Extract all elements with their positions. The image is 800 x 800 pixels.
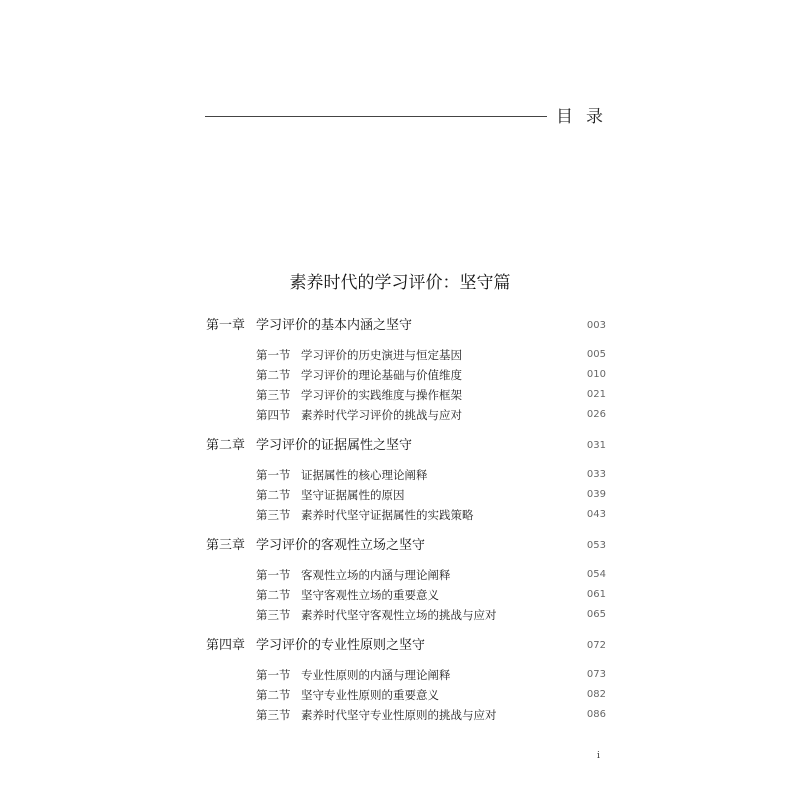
section-page-number: 061 <box>586 589 606 600</box>
section-title: 学习评价的历史演进与恒定基因 <box>301 348 462 362</box>
toc-chapter <box>206 313 606 425</box>
section-page-number: 021 <box>586 389 606 400</box>
chapter-entry[interactable] <box>206 633 606 659</box>
section-number: 第三节 <box>256 508 291 522</box>
header-rule <box>205 116 547 117</box>
section-entry[interactable] <box>206 665 606 685</box>
section-number: 第一节 <box>256 668 291 682</box>
section-number: 第二节 <box>256 488 291 502</box>
chapter-page-number: 072 <box>586 640 606 651</box>
section-page-number: 039 <box>586 489 606 500</box>
section-number: 第一节 <box>256 568 291 582</box>
section-title: 坚守专业性原则的重要意义 <box>301 688 439 702</box>
section-title: 坚守客观性立场的重要意义 <box>301 588 439 602</box>
section-entry[interactable] <box>206 465 606 485</box>
chapter-number: 第二章 <box>206 438 246 453</box>
section-entry[interactable] <box>206 345 606 365</box>
section-list <box>206 565 606 625</box>
section-entry[interactable] <box>206 485 606 505</box>
table-of-contents <box>206 313 606 725</box>
part-title: 素养时代的学习评价：坚守篇 <box>289 273 511 293</box>
page-title: 目录 <box>556 107 616 127</box>
section-title: 素养时代坚守证据属性的实践策略 <box>301 508 474 522</box>
section-title: 客观性立场的内涵与理论阐释 <box>301 568 451 582</box>
chapter-entry[interactable] <box>206 533 606 559</box>
section-number: 第二节 <box>256 688 291 702</box>
chapter-page-number: 053 <box>586 540 606 551</box>
chapter-title: 学习评价的基本内涵之坚守 <box>256 318 413 333</box>
section-title: 坚守证据属性的原因 <box>301 488 405 502</box>
section-number: 第三节 <box>256 708 291 722</box>
section-entry[interactable] <box>206 705 606 725</box>
section-number: 第一节 <box>256 348 291 362</box>
section-page-number: 073 <box>586 669 606 680</box>
section-entry[interactable] <box>206 365 606 385</box>
section-number: 第二节 <box>256 368 291 382</box>
section-entry[interactable] <box>206 585 606 605</box>
section-number: 第三节 <box>256 388 291 402</box>
section-entry[interactable] <box>206 385 606 405</box>
section-page-number: 010 <box>586 369 606 380</box>
section-page-number: 065 <box>586 609 606 620</box>
section-entry[interactable] <box>206 605 606 625</box>
section-title: 素养时代坚守客观性立场的挑战与应对 <box>301 608 497 622</box>
chapter-entry[interactable] <box>206 313 606 339</box>
chapter-title: 学习评价的客观性立场之坚守 <box>256 538 426 553</box>
toc-chapter <box>206 633 606 725</box>
section-page-number: 026 <box>586 409 606 420</box>
section-page-number: 082 <box>586 689 606 700</box>
section-title: 学习评价的实践维度与操作框架 <box>301 388 462 402</box>
section-number: 第四节 <box>256 408 291 422</box>
chapter-page-number: 031 <box>586 440 606 451</box>
chapter-number: 第一章 <box>206 318 246 333</box>
section-title: 学习评价的理论基础与价值维度 <box>301 368 462 382</box>
chapter-entry[interactable] <box>206 433 606 459</box>
section-entry[interactable] <box>206 405 606 425</box>
page-folio: i <box>597 751 600 761</box>
chapter-title: 学习评价的证据属性之坚守 <box>256 438 413 453</box>
section-page-number: 086 <box>586 709 606 720</box>
section-title: 证据属性的核心理论阐释 <box>301 468 428 482</box>
toc-chapter <box>206 533 606 625</box>
chapter-title: 学习评价的专业性原则之坚守 <box>256 638 426 653</box>
section-entry[interactable] <box>206 685 606 705</box>
section-title: 素养时代坚守专业性原则的挑战与应对 <box>301 708 497 722</box>
section-list <box>206 345 606 425</box>
section-page-number: 054 <box>586 569 606 580</box>
section-list <box>206 465 606 525</box>
section-number: 第二节 <box>256 588 291 602</box>
section-page-number: 033 <box>586 469 606 480</box>
section-entry[interactable] <box>206 565 606 585</box>
chapter-number: 第三章 <box>206 538 246 553</box>
section-entry[interactable] <box>206 505 606 525</box>
section-list <box>206 665 606 725</box>
chapter-page-number: 003 <box>586 320 606 331</box>
section-title: 素养时代学习评价的挑战与应对 <box>301 408 462 422</box>
section-number: 第一节 <box>256 468 291 482</box>
section-number: 第三节 <box>256 608 291 622</box>
section-page-number: 005 <box>586 349 606 360</box>
chapter-number: 第四章 <box>206 638 246 653</box>
toc-chapter <box>206 433 606 525</box>
section-page-number: 043 <box>586 509 606 520</box>
section-title: 专业性原则的内涵与理论阐释 <box>301 668 451 682</box>
